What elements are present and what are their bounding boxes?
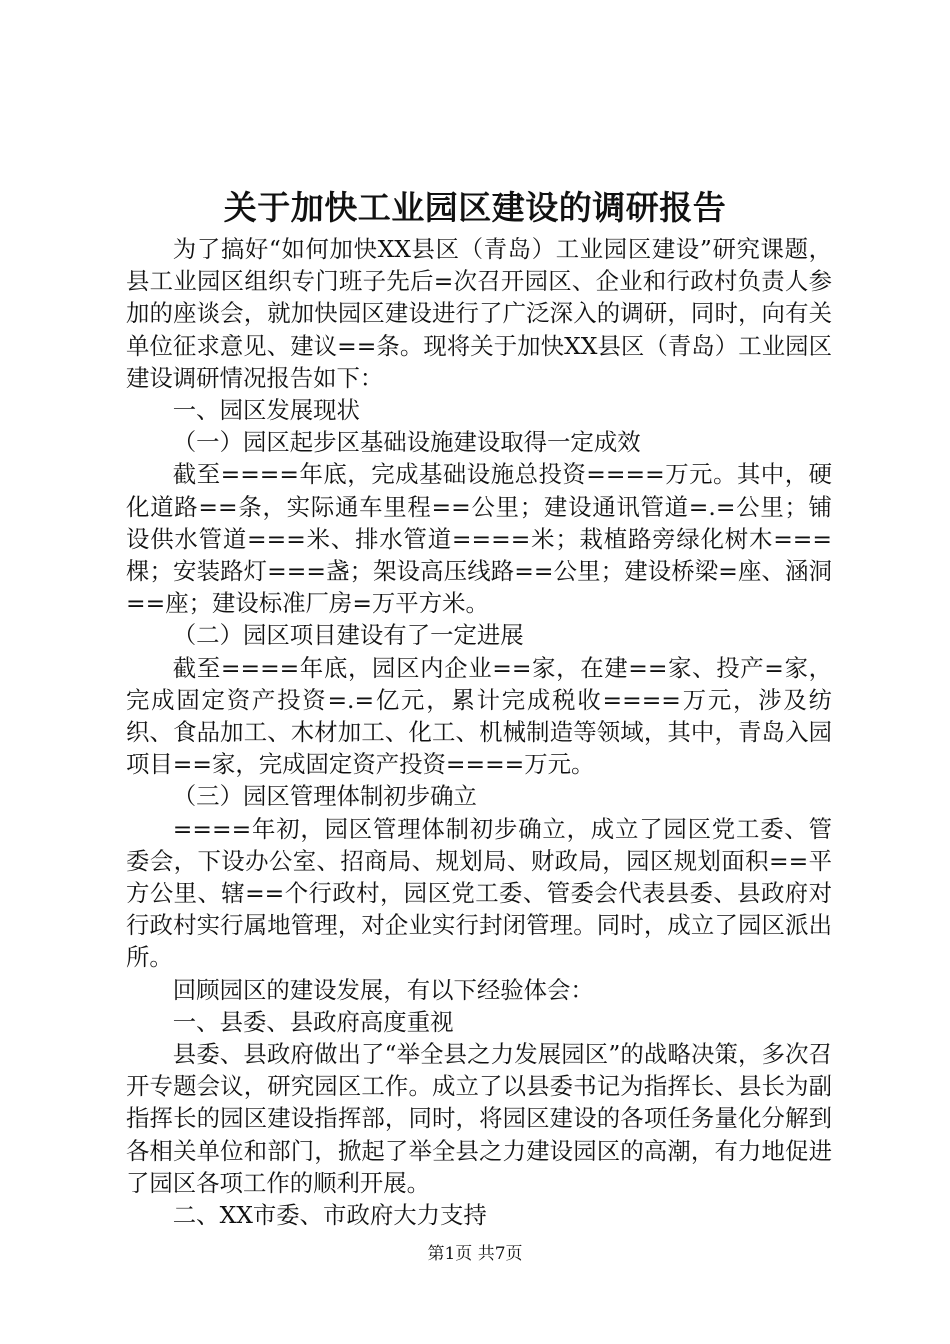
paragraph-management: ====年初，园区管理体制初步确立，成立了园区党工委、管委会，下设办公室、招商局、规划局、财政局，园区规划面积==平方公里、辖==个行政村，园区党工委、管委会代表县委、县政府对行政村实行属地管理，对企业实行封闭管理。同时，成立了园区派出所。	[126, 814, 832, 972]
paragraph-intro: 为了搞好“如何加快XX县区（青岛）工业园区建设”研究课题，县工业园区组织专门班子先后=次召开园区、企业和行政村负责人参加的座谈会，就加快园区建设进行了广泛深入的调研，同时，向有关单位征求意见、建议==条。现将关于加快XX县区（青岛）工业园区建设调研情况报告如下：	[126, 235, 832, 392]
heading-subsection-1: （一）园区起步区基础设施建设取得一定成效	[172, 428, 641, 457]
document-body	[126, 233, 832, 1231]
heading-experience-1: 一、县委、县政府高度重视	[172, 1007, 454, 1036]
heading-experience-2: 二、XX市委、市政府大力支持	[172, 1201, 487, 1230]
document-title: 关于加快工业园区建设的调研报告	[223, 188, 727, 227]
page-number-footer: 第1页 共7页	[427, 1244, 523, 1264]
paragraph-review: 回顾园区的建设发展，有以下经验体会：	[172, 975, 594, 1004]
paragraph-infrastructure: 截至====年底，完成基础设施总投资====万元。其中，硬化道路==条，实际通车里程==公里；建设通讯管道=.=公里；铺设供水管道===米、排水管道====米；栽植路旁绿化树木===棵；安装路灯===盏；架设高压线路==公里；建设桥梁=座、涵洞==座；建设标准厂房=万平方米。	[126, 460, 832, 618]
heading-subsection-2: （二）园区项目建设有了一定进展	[172, 621, 524, 650]
paragraph-county-support: 县委、县政府做出了“举全县之力发展园区”的战略决策，多次召开专题会议，研究园区工作。成立了以县委书记为指挥长、县长为副指挥长的园区建设指挥部，同时，将园区建设的各项任务量化分解到各相关单位和部门，掀起了举全县之力建设园区的高潮，有力地促进了园区各项工作的顺利开展。	[126, 1040, 832, 1197]
heading-subsection-3: （三）园区管理体制初步确立	[172, 782, 477, 811]
paragraph-projects: 截至====年底，园区内企业==家，在建==家、投产=家，完成固定资产投资=.=亿元，累计完成税收====万元，涉及纺织、食品加工、木材加工、化工、机械制造等领域，其中，青岛入园项目==家，完成固定资产投资====万元。	[126, 653, 832, 779]
heading-section-1: 一、园区发展现状	[172, 396, 360, 425]
